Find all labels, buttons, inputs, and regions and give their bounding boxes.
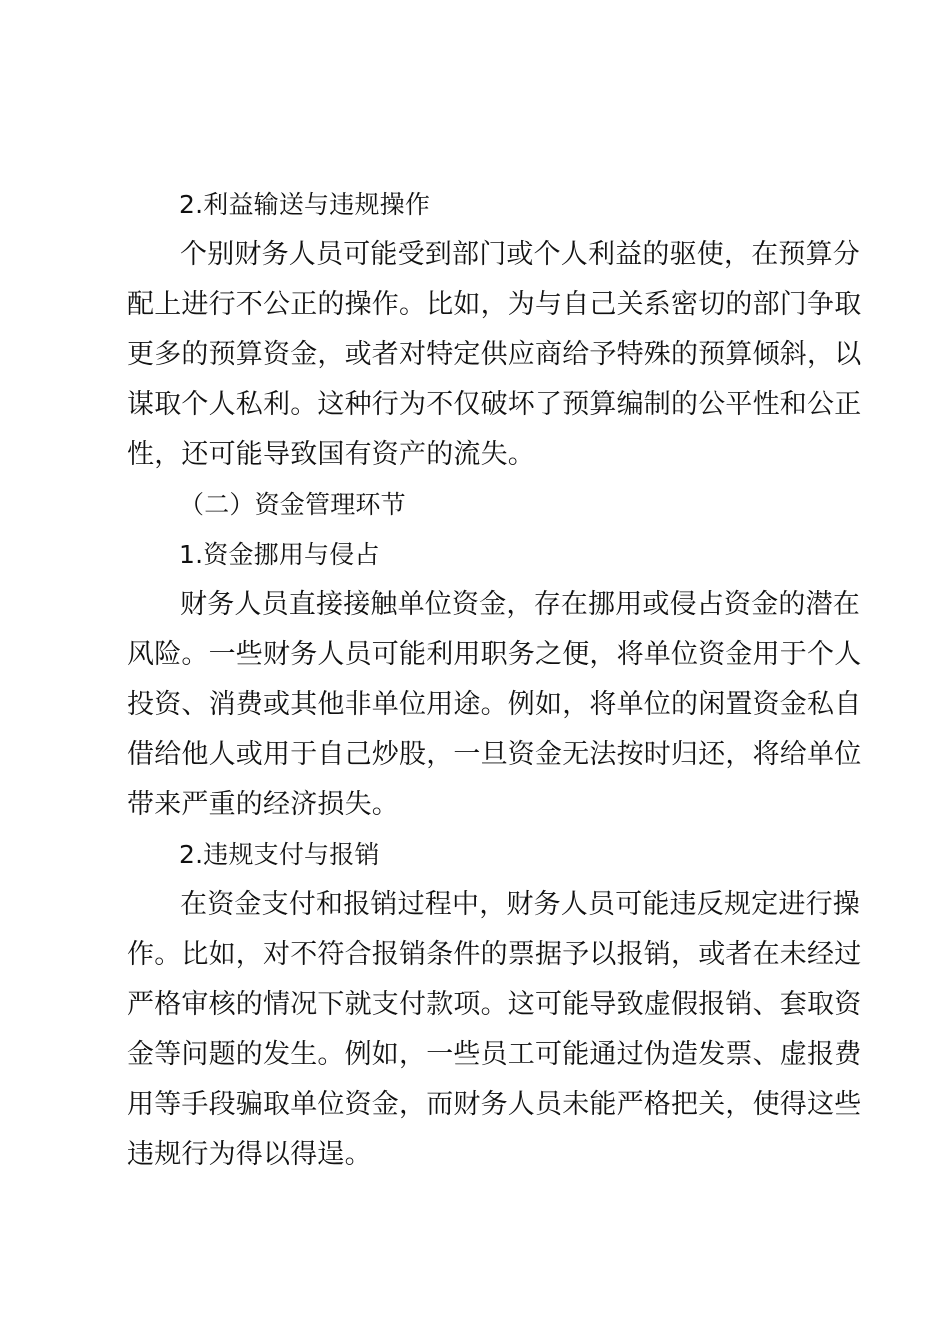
paragraph-line: 带来严重的经济损失。 xyxy=(127,789,399,820)
paragraph xyxy=(127,230,862,480)
paragraph-line: 违规行为得以得逞。 xyxy=(127,1139,372,1170)
paragraph-line: 性，还可能导致国有资产的流失。 xyxy=(127,439,535,470)
paragraph-line: 个别财务人员可能受到部门或个人利益的驱使，在预算分 xyxy=(180,239,860,270)
paragraph xyxy=(127,880,862,1180)
section-heading: （二）资金管理环节 xyxy=(179,490,406,519)
subsection-heading: 2.违规支付与报销 xyxy=(179,840,380,869)
paragraph-line: 严格审核的情况下就支付款项。这可能导致虚假报销、套取资 xyxy=(127,989,862,1020)
section-heading: 2.利益输送与违规操作 xyxy=(179,190,431,219)
paragraph-line: 作。比如，对不符合报销条件的票据予以报销，或者在未经过 xyxy=(127,939,862,970)
paragraph-line: 在资金支付和报销过程中，财务人员可能违反规定进行操 xyxy=(180,889,860,920)
paragraph-line: 配上进行不公正的操作。比如，为与自己关系密切的部门争取 xyxy=(127,289,862,320)
paragraph-line: 风险。一些财务人员可能利用职务之便，将单位资金用于个人 xyxy=(127,639,862,670)
paragraph-line: 投资、消费或其他非单位用途。例如，将单位的闲置资金私自 xyxy=(127,689,862,720)
paragraph-line: 更多的预算资金，或者对特定供应商给予特殊的预算倾斜，以 xyxy=(127,339,862,370)
paragraph-line: 用等手段骗取单位资金，而财务人员未能严格把关，使得这些 xyxy=(127,1089,862,1120)
paragraph xyxy=(127,580,862,830)
paragraph-line: 财务人员直接接触单位资金，存在挪用或侵占资金的潜在 xyxy=(180,589,860,620)
paragraph-line: 金等问题的发生。例如，一些员工可能通过伪造发票、虚报费 xyxy=(127,1039,862,1070)
document-body xyxy=(127,180,862,1180)
subsection-heading: 1.资金挪用与侵占 xyxy=(179,540,380,569)
paragraph-line: 谋取个人私利。这种行为不仅破坏了预算编制的公平性和公正 xyxy=(127,389,862,420)
paragraph-line: 借给他人或用于自己炒股，一旦资金无法按时归还，将给单位 xyxy=(127,739,862,770)
